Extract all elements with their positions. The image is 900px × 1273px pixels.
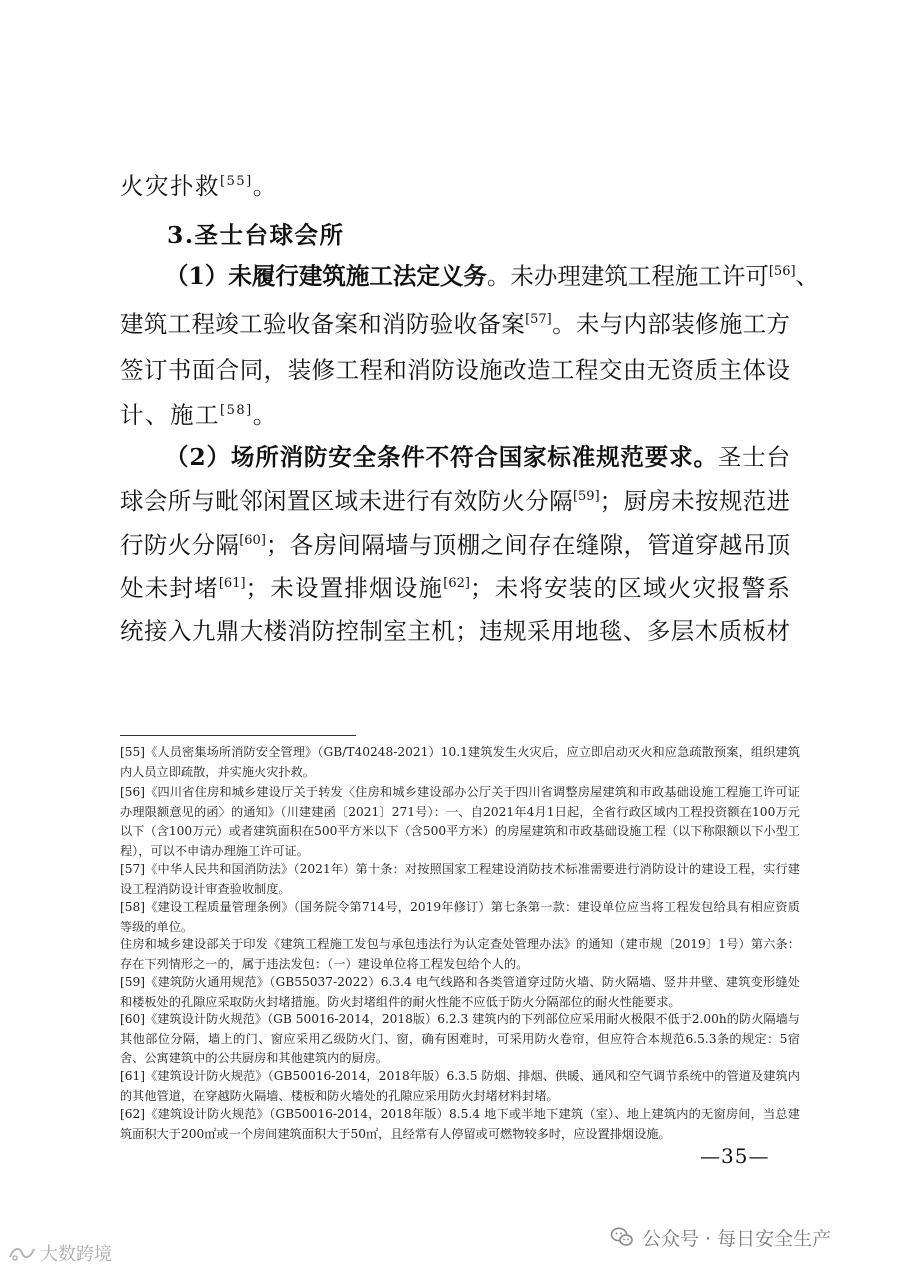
wechat-icon (610, 1225, 634, 1249)
footnote-59: [59]《建筑防火通用规范》（GB55037-2022）6.3.4 电气线路和各类管道穿过防火墙、防火隔墙、竖井井壁、建筑变形缝处和楼板处的孔隙应采取防火封堵措施。防火封堵组件的耐火性能不应低于防火分隔部位的耐火性能要求。 (120, 975, 800, 1009)
section-heading: 3.圣士台球会所 (167, 221, 345, 249)
footnote-ref-58[interactable]: [58] (220, 403, 253, 419)
page-number: —35— (700, 1144, 770, 1168)
p2-bold-lead: （2）场所消防安全条件不符合国家标准规范要求。 (165, 443, 718, 471)
p1-bold-lead: （1）未履行建筑施工法定义务 (165, 262, 487, 290)
footnote-ref-62[interactable]: [62] (443, 576, 470, 592)
brand-watermark (8, 1240, 112, 1266)
body-line-1: 火灾扑救[55]。 (120, 172, 278, 200)
footnote-58: [58]《建设工程质量管理条例》（国务院令第714号，2019年修订）第七条第一款：建设单位应当将工程发包给具有相应资质等级的单位。 (120, 900, 800, 934)
footnote-ref-55[interactable]: [55] (220, 174, 253, 190)
wechat-watermark (610, 1220, 831, 1254)
p1-line-2: 建筑工程竣工验收备案和消防验收备案[57]。未与内部装修施工方 (120, 310, 791, 338)
footnote-55: [55]《人员密集场所消防安全管理》（GB/T40248-2021）10.1建筑发生火灾后，应立即启动灭火和应急疏散预案，组织建筑内人员立即疏散，并实施火灾扑救。 (120, 745, 800, 779)
footnote-57: [57]《中华人民共和国消防法》（2021年）第十条：对按照国家工程建设消防技术标准需要进行消防设计的建设工程，实行建设工程消防设计审查验收制度。 (120, 862, 800, 896)
p1-line-3: 签订书面合同，装修工程和消防设施改造工程交由无资质主体设 (120, 356, 790, 384)
p2-line-5: 统接入九鼎大楼消防控制室主机；违规采用地毯、多层木质板材 (120, 617, 790, 645)
p2-line-3: 行防火分隔[60]；各房间隔墙与顶棚之间存在缝隙，管道穿越吊顶 (120, 531, 791, 559)
footnote-56: [56]《四川省住房和城乡建设厅关于转发〈住房和城乡建设部办公厅关于四川省调整房屋建筑和市政基础设施工程施工许可证办理限额意见的函〉的通知》（川建建函〔2021〕271号）：一、自2021年4月1日起，全省行政区域内工程投资额在100万元以下（含100万元）或者建筑面积在500平方米以下（含500平方米）的房屋建筑和市政基础设施工程（以下称限额以下小型工程），可以不申请办理施工许可证。 (120, 785, 800, 858)
footnote-62: [62]《建筑设计防火规范》（GB50016-2014，2018年版）8.5.4 地下或半地下建筑（室）、地上建筑内的无窗房间，当总建筑面积大于200㎡或一个房间建筑面积大于50㎡，且经常有人停留或可燃物较多时，应设置排烟设施。 (120, 1107, 800, 1141)
p1-line-4: 计、施工[58]。 (120, 401, 278, 429)
brand-logo-icon (8, 1243, 36, 1263)
p2-line-1: （2）场所消防安全条件不符合国家标准规范要求。圣士台 (165, 443, 791, 471)
footnote-separator (120, 735, 356, 736)
p1-line-1: （1）未履行建筑施工法定义务。未办理建筑工程施工许可[56]、 (165, 262, 820, 290)
footnote-ref-59[interactable]: [59] (572, 489, 600, 505)
footnote-ref-61[interactable]: [61] (218, 576, 246, 592)
footnote-ref-56[interactable]: [56] (768, 264, 796, 280)
wechat-account-name: 公众号 · 每日安全生产 (642, 1227, 832, 1250)
brand-name: 大数跨境 (40, 1244, 112, 1265)
footnote-61: [61]《建筑设计防火规范》（GB50016-2014，2018年版）6.3.5 防烟、排烟、供暖、通风和空气调节系统中的管道及建筑内的其他管道，在穿越防火隔墙、楼板和防火墙处的孔隙应采用防火封堵材料封堵。 (120, 1069, 800, 1103)
p2-line-2: 球会所与毗邻闲置区域未进行有效防火分隔[59]；厨房未按规范进 (120, 487, 791, 515)
footnote-60: [60]《建筑设计防火规范》（GB 50016-2014，2018版）6.2.3 建筑内的下列部位应采用耐火极限不低于2.00h的防火隔墙与其他部位分隔，墙上的门、窗应采用乙级防火门、窗，确有困难时，可采用防火卷帘，但应符合本规范6.5.3条的规定：5宿舍、公寓建筑中的公共厨房和其他建筑内的厨房。 (120, 1012, 800, 1065)
footnote-ref-57[interactable]: [57] (525, 312, 552, 328)
footnote-ref-60[interactable]: [60] (239, 533, 266, 549)
p2-line-4: 处未封堵[61]；未设置排烟设施[62]；未将安装的区域火灾报警系 (120, 574, 791, 602)
footnote-58-continuation: 住房和城乡建设部关于印发《建筑工程施工发包与承包违法行为认定查处管理办法》的通知（建市规〔2019〕1号）第六条：存在下列情形之一的，属于违法发包：（一）建设单位将工程发包给个人的。 (120, 937, 800, 971)
